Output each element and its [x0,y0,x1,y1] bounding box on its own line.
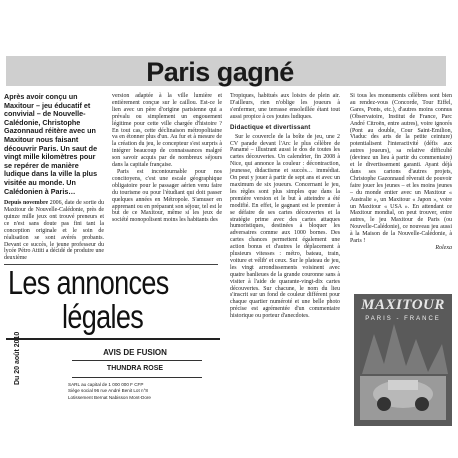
notice-details [68,382,198,401]
maxitour-subtitle: PARIS - FRANCE [365,316,441,322]
notice-title: AVIS DE FUSION [103,348,167,357]
article-column-4 [350,93,452,252]
article-paragraph [4,200,104,262]
notice-detail-line: Lotissement Bernat Nabisson Mont-Dore [68,394,151,400]
article-lead: Après avoir conçu un Maxitour – jeu éducatif et convivial – de Nouvelle-Calédonie, Christophe Gazonnaud réitère avec un Maxitour nous faisant découvrir Paris. Un saut de vingt mille kilomètres pour se repérer de manière ludique dans la ville la plus visitée au monde. Un Calédonien à Paris… [4,92,98,196]
article-paragraph: Paris est incontournable pour nos concitoyens, c'est une escale géographique obligatoire pour le passager aérien venu faire du tourisme ou pour l'étudiant qui doit passer quelques années en Métropole. S'amuser en apprenant ou en préparant son séjour, tel est le but de ce Maxitour, même si les jeux de société monopolisent moins les habitants des [112,168,222,224]
notice-date: Du 20 août 2010 [14,331,21,385]
company-name: THUNDRA ROSE [106,365,164,372]
notice-detail-line: SARL au capital de 1 000 000 F CFP [68,382,144,387]
article-paragraph: version adaptée à la ville lumière et entièrement conçue sur le caillou. Est-ce le lien avec un père d'origine parisienne qui a prévalu ou simplement un engouement légitime pour cette ville chargée d'histoire ? En tout cas, cette déclinaison métropolitaine va en étonner plus d'un. Au fur et à mesure de la création du jeu, le concepteur s'est surpris à intégrer beaucoup de connaissances malgré son savoir acquis par de nombreux séjours dans la capitale française. [112,93,222,169]
notice-detail-line: Siège social 96 rue André Benit Lot n°8 [68,388,148,394]
article-paragraph: Si tous les monuments célèbres sont bien au rendez-vous (Concorde, Tour Eiffel, Gares, Ponts, etc.), d'autres moins connus (Observatoire, Institut de France, Parc André Citroën, entre autres), voire ignorés (Pont au double, Cour Saint-Emilion, Viaduc des arts de la petite ceinture) potentialisent l'interactivité (défis aux autres joueurs), sa relative difficulté (devinez un lieu à partir du commentaire) et le divertissement garanti. Ayant déjà dans ses cartons d'autres projets, Christophe Gazonnaud rêverait de pouvoir faire jouer les jeunes – et les moins jeunes – du monde entier avec un Maxitour « Australie », un Maxitour « Japon », voire un Maxitour « USA ». En attendant ce Maxitour mondial, on peut trouver, entre autres, le jeu Maxitour de Paris (ou Nouvelle-Calédonie), ce nouveau jeu aussi à la Maison de la Nouvelle-Calédonie, à Paris ! [350,93,452,245]
byline: Rolexa [435,244,452,251]
dateline: Depuis novembre [4,200,49,207]
divider [6,338,220,340]
article-column-1 [4,93,104,262]
maxitour-logo: MAXITOUR [361,297,445,313]
article-column-3 [230,93,340,320]
section-subhead: Didactique et divertissant [230,123,311,131]
divider [72,377,202,378]
legal-notices-title-line1: Les annonces [8,264,169,301]
paragraph-text: 2006, date de sortie du Maxitour de Nouvelle-Calédonie, près de quinze mille jeux ont trouvé preneurs et ce n'est sans doute pas fini tant la conception originale et le soin de réalisation se sont avérés probants. Devant ce succès, le jeune professeur du lycée Pétro Attiti a décidé de produire une deuxième [4,200,104,262]
legal-notices-title-line2: légales [62,298,144,335]
divider [72,360,202,361]
article-paragraph: Sur le couvercle de la boîte de jeu, une 2 CV parade devant l'Arc le plus célèbre de Panamé – illustrant aussi le dos de toutes les cartes découvertes. Un calendrier, fin 2008 à Nice, qui annonce la couleur : décontraction, jeunesse, didactisme et succès… immédiat. On peut y jouer à partir de sept ans et avec un maximum de six joueurs. Concernant le jeu, les règles sont plus simples que dans la première version et le but à atteindre a été modifié. En effet, le gagnant est le premier à se défaire de ses cartes découvertes et la stratégie prime avec des cartes attaques humoristiques, destinées à bloquer les adversaires comme aux 1000 bornes. Des cartes chances permettent également une action bonus et d'autres le déplacement à plusieurs vitesses : métro, bateau, train, voiture et vélib' et ceux. Sur le plateau de jeu, les vingt arrondissements voisinent avec quatre banlieues de la grande couronne sans à visiter à l'aide de quarante-vingt-dix cartes découvertes. Sur chacune, le nom du lieu s'inscrit sur un fond de couleur différent pour chaque quartier numéroté et une belle photo précise est agrémentée d'un commentaire historique ou porteur d'anecdotes. [230,133,340,320]
article-column-2 [112,93,222,224]
article-title: Paris gagné [146,57,294,87]
article-paragraph: Tropiques, habitués aux loisirs de plein air. D'ailleurs, rien n'oblige les joueurs à s'enfermer, une terrasse ensoleillée étant tout aussi propice à ces joutes ludiques. [230,93,340,120]
